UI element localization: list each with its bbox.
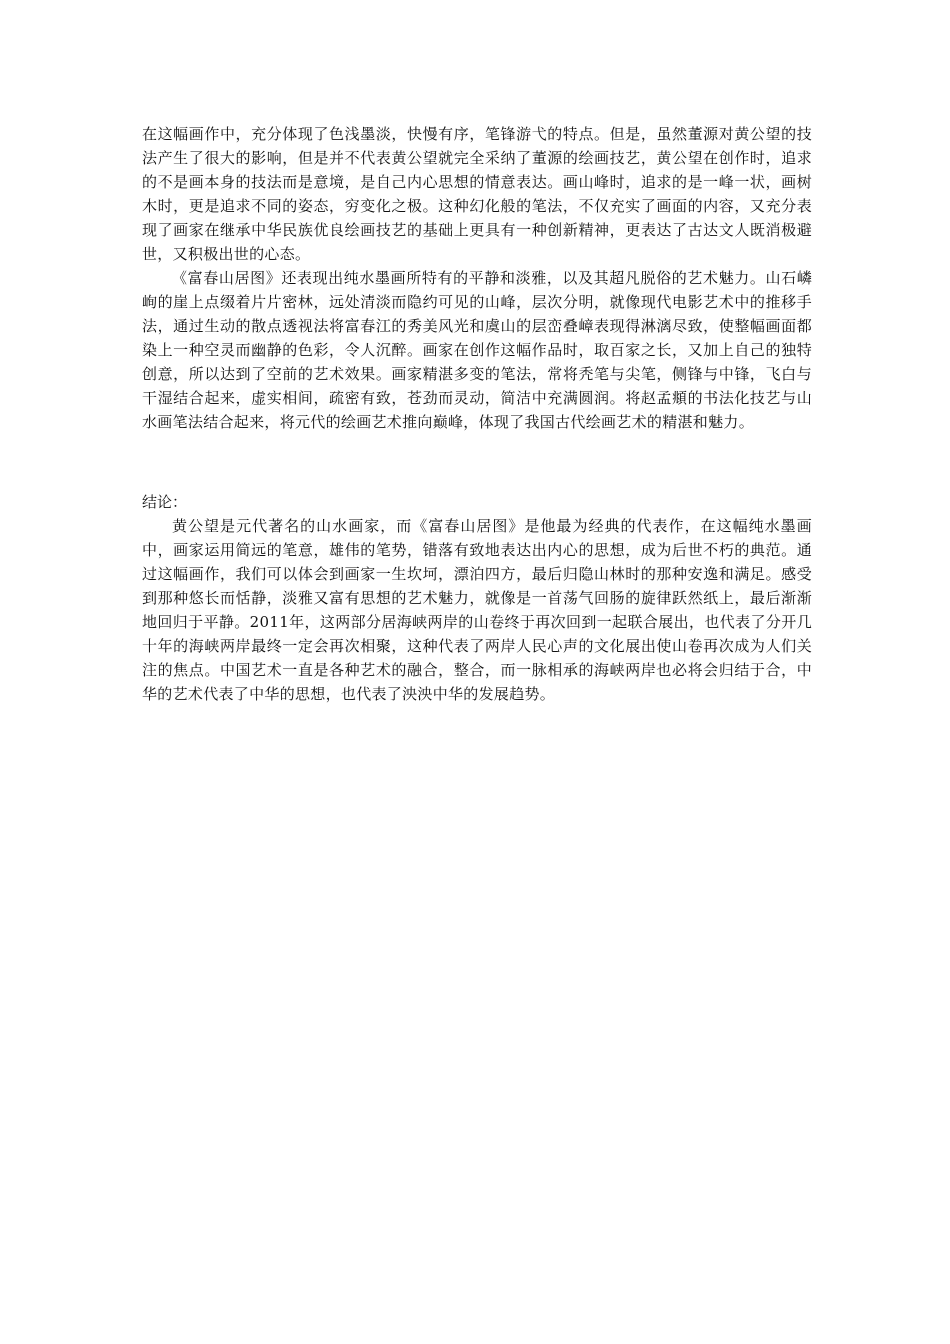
conclusion-heading: 结论： (142, 493, 188, 511)
body-paragraph-2: 《富春山居图》还表现出纯水墨画所特有的平静和淡雅，以及其超凡脱俗的艺术魅力。山石嶙峋的崖上点缀着片片密林，远处清淡而隐约可见的山峰，层次分明，就像现代电影艺术中的推移手法，通过生动的散点透视法将富春江的秀美风光和虞山的层峦叠嶂表现得淋漓尽致，使整幅画面都染上一种空灵而幽静的色彩，令人沉醉。画家在创作这幅作品时，取百家之长，又加上自己的独特创意，所以达到了空前的艺术效果。画家精湛多变的笔法，常将秃笔与尖笔，侧锋与中锋，飞白与干湿结合起来，虚实相间，疏密有致，苍劲而灵动，简洁中充满圆润。将赵孟頫的书法化技艺与山水画笔法结合起来，将元代的绘画艺术推向巅峰，体现了我国古代绘画艺术的精湛和魅力。 (142, 269, 812, 431)
section-gap (142, 434, 812, 490)
document-page (142, 122, 812, 706)
conclusion-paragraph: 黄公望是元代著名的山水画家，而《富春山居图》是他最为经典的代表作，在这幅纯水墨画中，画家运用简远的笔意，雄伟的笔势，错落有致地表达出内心的思想，成为后世不朽的典范。通过这幅画作，我们可以体会到画家一生坎坷，漂泊四方，最后归隐山林时的那种安逸和满足。感受到那种悠长而恬静，淡雅又富有思想的艺术魅力，就像是一首荡气回肠的旋律跃然纸上，最后渐渐地回归于平静。2011年，这两部分居海峡两岸的山卷终于再次回到一起联合展出，也代表了分开几十年的海峡两岸最终一定会再次相聚，这种代表了两岸人民心声的文化展出使山卷再次成为人们关注的焦点。中国艺术一直是各种艺术的融合，整合，而一脉相承的海峡两岸也必将会归结于合，中华的艺术代表了中华的思想，也代表了泱泱中华的发展趋势。 (142, 517, 812, 703)
body-paragraph-1: 在这幅画作中，充分体现了色浅墨淡，快慢有序，笔锋游弋的特点。但是，虽然董源对黄公望的技法产生了很大的影响，但是并不代表黄公望就完全采纳了董源的绘画技艺，黄公望在创作时，追求的不是画本身的技法而是意境，是自己内心思想的情意表达。画山峰时，追求的是一峰一状，画树木时，更是追求不同的姿态，穷变化之极。这种幻化般的笔法，不仅充实了画面的内容，又充分表现了画家在继承中华民族优良绘画技艺的基础上更具有一种创新精神，更表达了古达文人既消极避世，又积极出世的心态。 (142, 125, 812, 263)
